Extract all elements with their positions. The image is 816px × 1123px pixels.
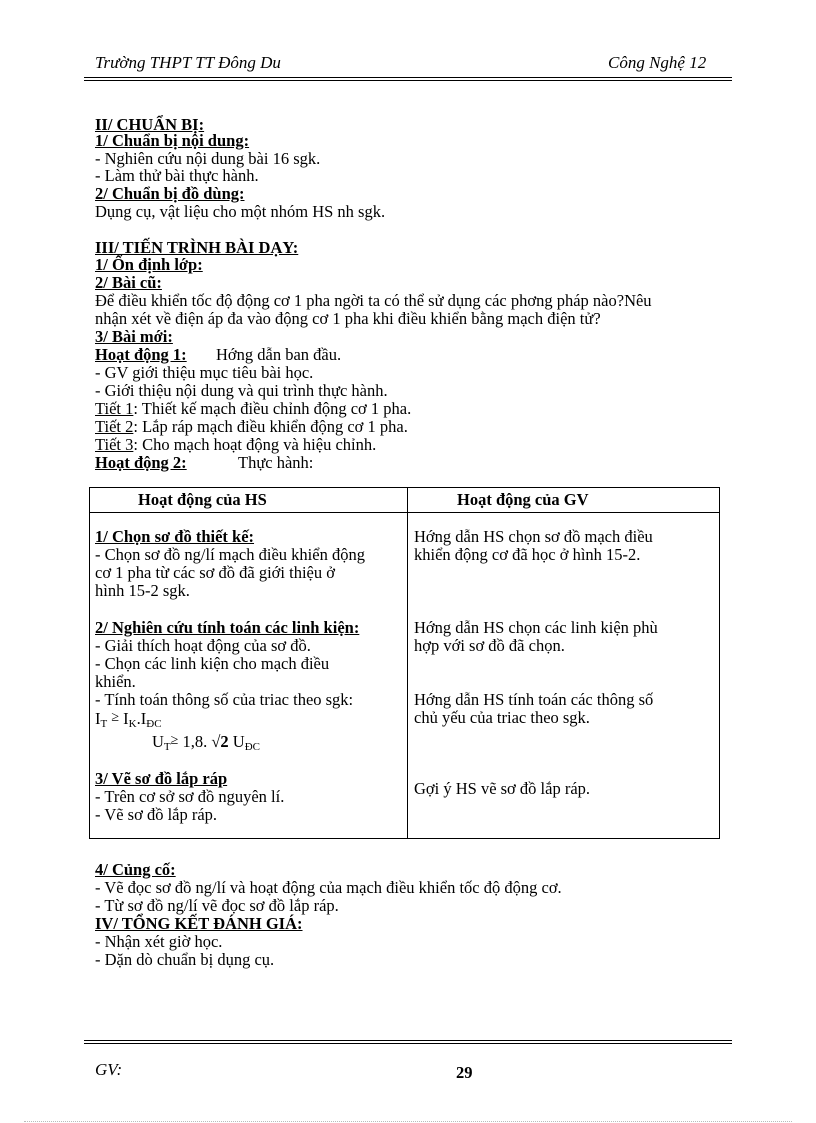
- period-3: Tiết 3: Cho mạch hoạt động và hiệu chỉnh.: [95, 435, 377, 454]
- period-1: Tiết 1: Thiết kế mạch điều chỉnh động cơ 1 pha.: [95, 399, 412, 418]
- header-rule-bottom: [84, 80, 732, 81]
- activity-1-label: Hoạt động 1:: [95, 345, 187, 364]
- list-item: - Nghiên cứu nội dung bài 16 sgk.: [95, 149, 321, 168]
- row-2-gv: hợp với sơ đồ đã chọn.: [414, 636, 565, 655]
- page-number: 29: [456, 1063, 473, 1082]
- row-1-gv: Hớng dẫn HS chọn sơ đồ mạch điều: [414, 527, 653, 546]
- row-2-gv: Hớng dẫn HS chọn các linh kiện phù: [414, 618, 658, 637]
- row-3-title: 3/ Vẽ sơ đồ lắp ráp: [95, 769, 228, 788]
- activity-1-text: Hớng dẫn ban đầu.: [216, 345, 342, 364]
- row-2-line: - Chọn các linh kiện cho mạch điều: [95, 654, 330, 673]
- table-header-divider: [89, 512, 720, 513]
- table-header-hs: Hoạt động của HS: [138, 490, 267, 509]
- section-4-title: 4/ Củng cố:: [95, 860, 176, 879]
- formula-voltage: $U_T\ge 1,8$. √2 $U_{ĐC}$: [152, 732, 260, 753]
- section-3-s3: 3/ Bài mới:: [95, 327, 173, 346]
- footer-rule-bottom: [84, 1043, 732, 1044]
- row-2-gv: Hớng dẫn HS tính toán các thông số: [414, 690, 654, 709]
- row-2-line: - Tính toán thông số của triac theo sgk:: [95, 690, 354, 709]
- old-question-line-2: nhận xét về điện áp đa vào động cơ 1 pha khi điều khiển bằng mạch điện tử?: [95, 309, 601, 328]
- section-3-title: III/ TIẾN TRÌNH BÀI DẠY:: [95, 238, 299, 257]
- list-item: - Nhận xét giờ học.: [95, 932, 223, 951]
- section-2-sub2-text: Dụng cụ, vật liệu cho một nhóm HS nh sgk.: [95, 202, 386, 221]
- section-3-s2: 2/ Bài cũ:: [95, 273, 162, 292]
- row-1-line: cơ 1 pha từ các sơ đồ đã giới thiệu ở: [95, 563, 335, 582]
- section-2-title: II/ CHUẨN BỊ:: [95, 115, 205, 134]
- table-header-gv: Hoạt động của GV: [457, 490, 589, 509]
- row-1-line: - Chọn sơ đồ ng/lí mạch điều khiển động: [95, 545, 365, 564]
- section-2-sub1-title: 1/ Chuẩn bị nội dung:: [95, 131, 250, 150]
- page-bottom-edge: [24, 1121, 792, 1122]
- list-item: - Từ sơ đồ ng/lí vẽ đọc sơ đồ lắp ráp.: [95, 896, 339, 915]
- list-item: - Giới thiệu nội dung và qui trình thực hành.: [95, 381, 388, 400]
- row-2-line: - Giải thích hoạt động của sơ đồ.: [95, 636, 311, 655]
- row-1-title: 1/ Chọn sơ đồ thiết kế:: [95, 527, 255, 546]
- row-2-title: 2/ Nghiên cứu tính toán các linh kiện:: [95, 618, 360, 637]
- header-school: Trường THPT TT Đông Du: [95, 53, 281, 72]
- list-item: - Dặn dò chuẩn bị dụng cụ.: [95, 950, 275, 969]
- row-2-gv: chủ yếu của triac theo sgk.: [414, 708, 590, 727]
- row-1-line: hình 15-2 sgk.: [95, 581, 190, 600]
- section-2-sub2-title: 2/ Chuẩn bị đồ dùng:: [95, 184, 245, 203]
- activity-2-text: Thực hành:: [238, 453, 314, 472]
- period-2: Tiết 2: Lắp ráp mạch điều khiển động cơ 1 pha.: [95, 417, 408, 436]
- row-3-gv: Gợi ý HS vẽ sơ đồ lắp ráp.: [414, 779, 591, 798]
- row-1-gv: khiển động cơ đã học ở hình 15-2.: [414, 545, 641, 564]
- section-5-title: IV/ TỔNG KẾT ĐÁNH GIÁ:: [95, 914, 303, 933]
- footer-gv: GV:: [95, 1060, 123, 1079]
- footer-rule-top: [84, 1040, 732, 1041]
- row-2-line: khiển.: [95, 672, 136, 691]
- formula-current: $I_T \ge I_K.I_{ĐC}$: [95, 709, 162, 730]
- header-subject: Công Nghệ 12: [608, 53, 707, 72]
- row-3-line: - Trên cơ sở sơ đồ nguyên lí.: [95, 787, 285, 806]
- old-question-line-1: Để điều khiển tốc độ động cơ 1 pha ngời ta có thể sử dụng các phơng pháp nào?Nêu: [95, 291, 652, 310]
- list-item: - GV giới thiệu mục tiêu bài học.: [95, 363, 314, 382]
- list-item: - Làm thử bài thực hành.: [95, 166, 259, 185]
- table-col-divider: [407, 487, 408, 839]
- header-rule-top: [84, 77, 732, 78]
- row-3-line: - Vẽ sơ đồ lắp ráp.: [95, 805, 218, 824]
- section-3-s1: 1/ Ổn định lớp:: [95, 255, 203, 274]
- activity-2-label: Hoạt động 2:: [95, 453, 187, 472]
- list-item: - Vẽ đọc sơ đồ ng/lí và hoạt động của mạch điều khiển tốc độ động cơ.: [95, 878, 562, 897]
